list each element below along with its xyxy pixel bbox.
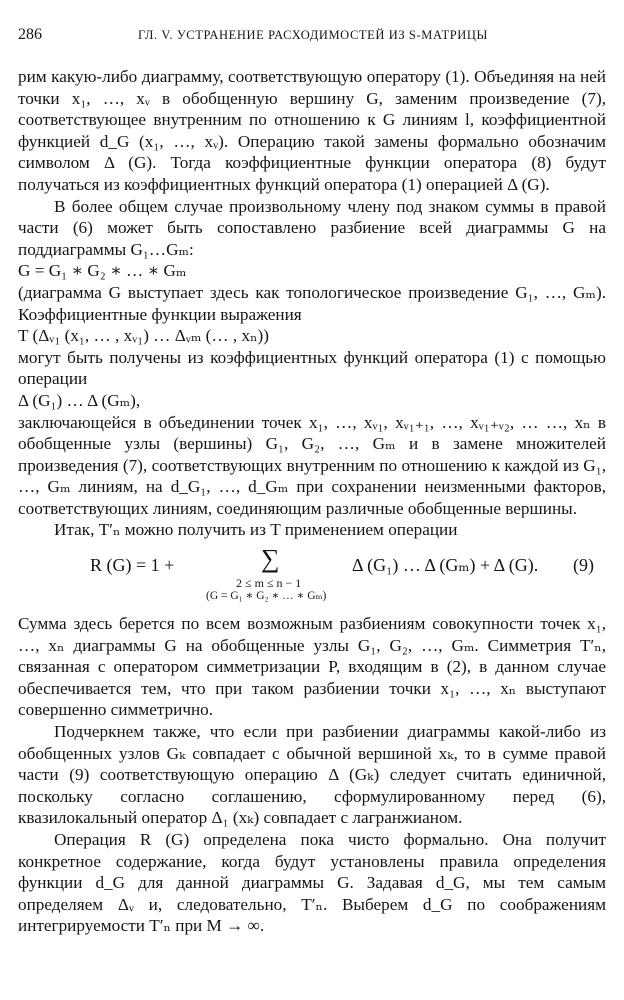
paragraph-2: В более общем случае произвольному члену под знаком суммы в правой части (6) может быть сопоставлено разбиение всей диаграммы G на поддиаграммы G₁…Gₘ: [18, 196, 606, 259]
equation-9 [18, 543, 606, 609]
paragraph-4: могут быть получены из коэффициентных функций оператора (1) с помощью операции [18, 347, 606, 389]
page-header [18, 26, 608, 46]
paragraph-9: Операция R (G) определена пока чисто формально. Она получит конкретное содержание, когда будут установлены правила определения функции d_G для данной диаграммы G. Задавая d_G, мы тем самым определяем Δᵥ и, следовательно, T′ₙ. Выберем d_G по соображениям интегрируемости T′ₙ при M → ∞. [18, 830, 606, 936]
equation-number: (9) [573, 555, 594, 576]
paragraph-7: Сумма здесь берется по всем возможным разбиениям совокупности точек x₁, …, xₙ диаграммы G на обобщенные узлы G₁, G₂, …, Gₘ. Симметрия T′ₙ, связанная с оператором симметризации P, входящим в (2), в данном случае обеспечивается тем, что при таком разбиении точки x₁, …, xₙ выступают совершенно симметрично. [18, 614, 606, 720]
page-number: 286 [18, 26, 42, 43]
equation-delta-product: Δ (G₁) … Δ (Gₘ), [18, 390, 141, 410]
running-title: ГЛ. V. УСТРАНЕНИЕ РАСХОДИМОСТЕЙ ИЗ S-МАТРИЦЫ [137, 28, 489, 42]
paragraph-3: (диаграмма G выступает здесь как топологическое произведение G₁, …, Gₘ). Коэффициентные функции выражения [18, 282, 606, 324]
summation-range: 2 ≤ m ≤ n − 1 [236, 576, 302, 591]
paragraph-5: заключающейся в объединении точек x₁, …, xᵥ₁, xᵥ₁₊₁, …, xᵥ₁₊ᵥ₂, … …, xₙ в обобщенные узлы (вершины) G₁, G₂, …, Gₘ и в замене множителей произведения (7), соответствующих внутренним по отношению к каждой из G₁, …, Gₘ линиям, на d_G₁, …, d_Gₘ при сохранении неизменными факторов, соответствующих линиям, соединяющим различные обобщенные вершины. [18, 412, 606, 518]
equation-9-lhs: R (G) = 1 + [90, 555, 175, 576]
text-body [18, 66, 606, 937]
paragraph-1: рим какую-либо диаграмму, соответствующую оператору (1). Объединяя на ней точки x₁, …, xᵥ в обобщенную вершину G, заменим произведение (7), соответствующее внутренним по отношению к G линиям l, коэффициентной функцией d_G (x₁, …, xᵥ). Операцию такой замены формально обозначим символом Δ (G). Тогда коэффициентные функции оператора (8) будут получаться из коэффициентных функций оператора (1) операцией Δ (G). [18, 67, 606, 194]
equation-t-product: T (Δᵥ₁ (x₁, … , xᵥ₁) … Δᵥₘ (… , xₙ)) [18, 326, 269, 346]
paragraph-6: Итак, T′ₙ можно получить из T применением операции [54, 520, 458, 540]
equation-partition: G = G₁ ∗ G₂ ∗ … ∗ Gₘ [18, 261, 187, 281]
summation-sign: ∑ [261, 544, 280, 574]
paragraph-8: Подчеркнем также, что если при разбиении диаграммы какой-либо из обобщенных узлов Gₖ совпадает с обычной вершиной xₖ, то в сумме правой части (9) соответствующую операцию Δ (Gₖ) следует считать единичной, поскольку согласно соглашению, сформулированному перед (6), квазилокальный оператор Δ₁ (xₖ) совпадает с лагранжианом. [18, 722, 606, 828]
equation-9-rhs: Δ (G₁) … Δ (Gₘ) + Δ (G). [352, 555, 539, 576]
summation-condition: (G = G₁ ∗ G₂ ∗ … ∗ Gₘ) [206, 590, 327, 603]
